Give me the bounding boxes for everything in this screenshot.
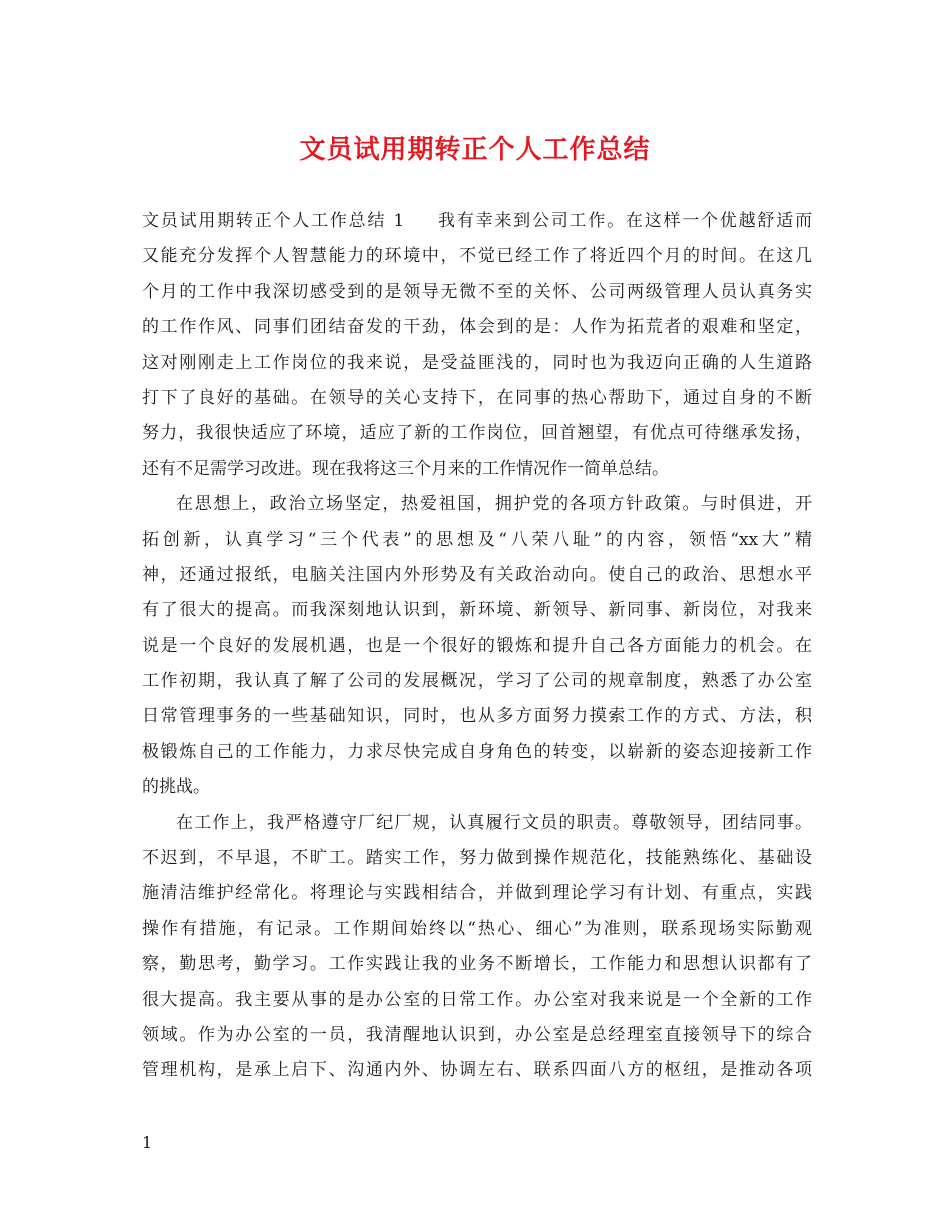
text-line: 察，勤思考，勤学习。工作实践让我的业务不断增长，工作能力和思想认识都有了 — [142, 954, 812, 975]
paragraph-3 — [142, 806, 812, 1089]
text-line: 很大提高。我主要从事的是办公室的日常工作。办公室对我来说是一个全新的工作 — [142, 989, 812, 1010]
text-line: 领域。作为办公室的一员，我清醒地认识到，办公室是总经理室直接领导下的综合 — [142, 1024, 812, 1045]
text-line: 这对刚刚走上工作岗位的我来说，是受益匪浅的，同时也为我迈向正确的人生道路 — [142, 352, 812, 373]
text-line: 神，还通过报纸，电脑关注国内外形势及有关政治动向。使自己的政治、思想水平 — [142, 564, 812, 585]
text-line: 不迟到，不早退，不旷工。踏实工作，努力做到操作规范化，技能熟练化、基础设 — [142, 848, 812, 869]
text-line: 有了很大的提高。而我深刻地认识到，新环境、新领导、新同事、新岗位，对我来 — [142, 600, 812, 621]
text-line: 在工作上，我严格遵守厂纪厂规，认真履行文员的职责。尊敬领导，团结同事。 — [176, 812, 812, 833]
paragraph-2 — [142, 487, 812, 806]
section-heading: 文员试用期转正个人工作总结 1 — [142, 211, 405, 231]
text-line: 的挑战。 — [142, 777, 210, 798]
text-line: 打下了良好的基础。在领导的关心支持下，在同事的热心帮助下，通过自身的不断 — [142, 387, 812, 408]
text-line: 努力，我很快适应了环境，适应了新的工作岗位，回首翘望，有优点可待继承发扬， — [142, 423, 812, 444]
document-title: 文员试用期转正个人工作总结 — [299, 135, 651, 165]
text-line: 施清洁维护经常化。将理论与实践相结合，并做到理论学习有计划、有重点，实践 — [142, 883, 812, 904]
text-line: 在思想上，政治立场坚定，热爱祖国，拥护党的各项方针政策。与时俱进，开 — [176, 494, 812, 515]
text-line: 拓创新，认真学习“三个代表”的思想及“八荣八耻”的内容，领悟“xx大”精 — [142, 529, 812, 550]
text-line: 还有不足需学习改进。现在我将这三个月来的工作情况作一简单总结。 — [142, 458, 669, 479]
text-line: 操作有措施，有记录。工作期间始终以“热心、细心”为准则，联系现场实际勤观 — [142, 918, 812, 939]
text-line: 的工作作风、同事们团结奋发的干劲，体会到的是：人作为拓荒者的艰难和坚定， — [142, 317, 812, 338]
text-line: 又能充分发挥个人智慧能力的环境中，不觉已经工作了将近四个月的时间。在这几 — [142, 246, 812, 267]
text-line: 日常管理事务的一些基础知识，同时，也从多方面努力摸索工作的方式、方法，积 — [142, 706, 812, 727]
text-line: 管理机构，是承上启下、沟通内外、协调左右、联系四面八方的枢纽，是推动各项 — [142, 1060, 812, 1081]
text-line: 工作初期，我认真了解了公司的发展概况，学习了公司的规章制度，熟悉了办公室 — [142, 671, 812, 692]
text-line: 文员试用期转正个人工作总结 1 我有幸来到公司工作。在这样一个优越舒适而 — [142, 211, 812, 231]
page-number: 1 — [142, 1133, 153, 1152]
text-line: 说是一个良好的发展机遇，也是一个很好的锻炼和提升自己各方面能力的机会。在 — [142, 635, 812, 656]
text-line: 个月的工作中我深切感受到的是领导无微不至的关怀、公司两级管理人员认真务实 — [142, 281, 812, 302]
text-line: 极锻炼自己的工作能力，力求尽快完成自身角色的转变，以崭新的姿态迎接新工作 — [142, 741, 812, 762]
document-body — [142, 204, 812, 1089]
paragraph-1 — [142, 204, 812, 487]
